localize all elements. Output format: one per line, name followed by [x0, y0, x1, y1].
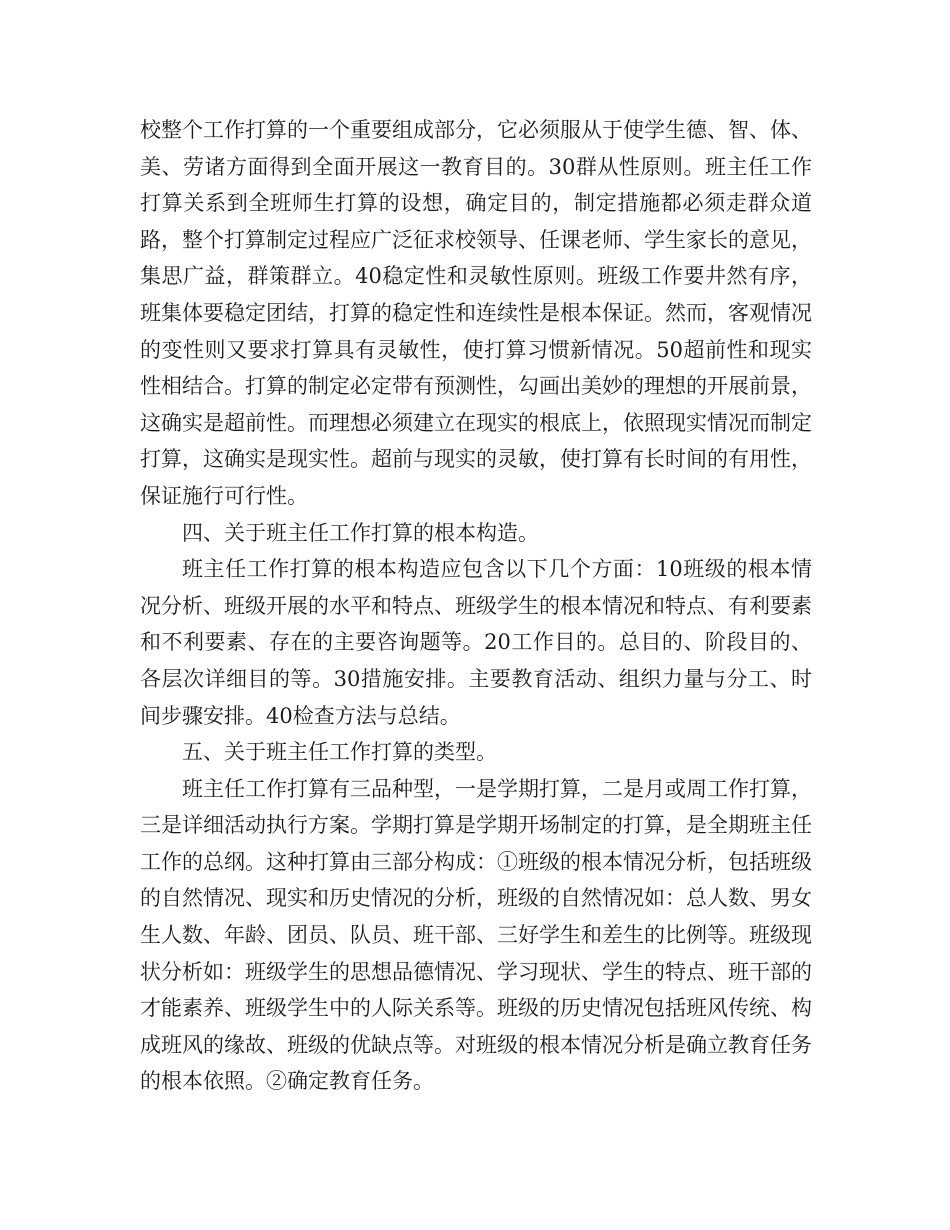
document-body: [140, 112, 812, 1100]
section-heading-types: 五、关于班主任工作打算的类型。: [182, 740, 497, 765]
paragraph-structure: 班主任工作打算的根本构造应包含以下几个方面：10班级的根本情况分析、班级开展的水平和特点、班级学生的根本情况和特点、有利要素和不利要素、存在的主要咨询题等。20工作目的。总目的、阶段目的、各层次详细目的等。30措施安排。主要教育活动、组织力量与分工、时间步骤安排。40检查方法与总结。: [140, 557, 812, 728]
paragraph-principles-continued: 校整个工作打算的一个重要组成部分，它必须服从于使学生德、智、体、美、劳诸方面得到全面开展这一教育目的。30群从性原则。班主任工作打算关系到全班师生打算的设想，确定目的，制定措施都必须走群众道路，整个打算制定过程应广泛征求校领导、任课老师、学生家长的意见，集思广益，群策群立。40稳定性和灵敏性原则。班级工作要井然有序，班集体要稳定团结，打算的稳定性和连续性是根本保证。然而，客观情况的变性则又要求打算具有灵敏性，使打算习惯新情况。50超前性和现实性相结合。打算的制定必定带有预测性，勾画出美妙的理想的开展前景，这确实是超前性。而理想必须建立在现实的根底上，依照现实情况而制定打算，这确实是现实性。超前与现实的灵敏，使打算有长时间的有用性，保证施行可行性。: [140, 118, 812, 508]
section-heading-structure: 四、关于班主任工作打算的根本构造。: [182, 520, 539, 545]
paragraph-types: 班主任工作打算有三品种型，一是学期打算，二是月或周工作打算，三是详细活动执行方案。学期打算是学期开场制定的打算，是全期班主任工作的总纲。这种打算由三部分构成：①班级的根本情况分析，包括班级的自然情况、现实和历史情况的分析，班级的自然情况如：总人数、男女生人数、年龄、团员、队员、班干部、三好学生和差生的比例等。班级现状分析如：班级学生的思想品德情况、学习现状、学生的特点、班干部的才能素养、班级学生中的人际关系等。班级的历史情况包括班风传统、构成班风的缘故、班级的优缺点等。对班级的根本情况分析是确立教育任务的根本依照。②确定教育任务。: [140, 776, 812, 1094]
